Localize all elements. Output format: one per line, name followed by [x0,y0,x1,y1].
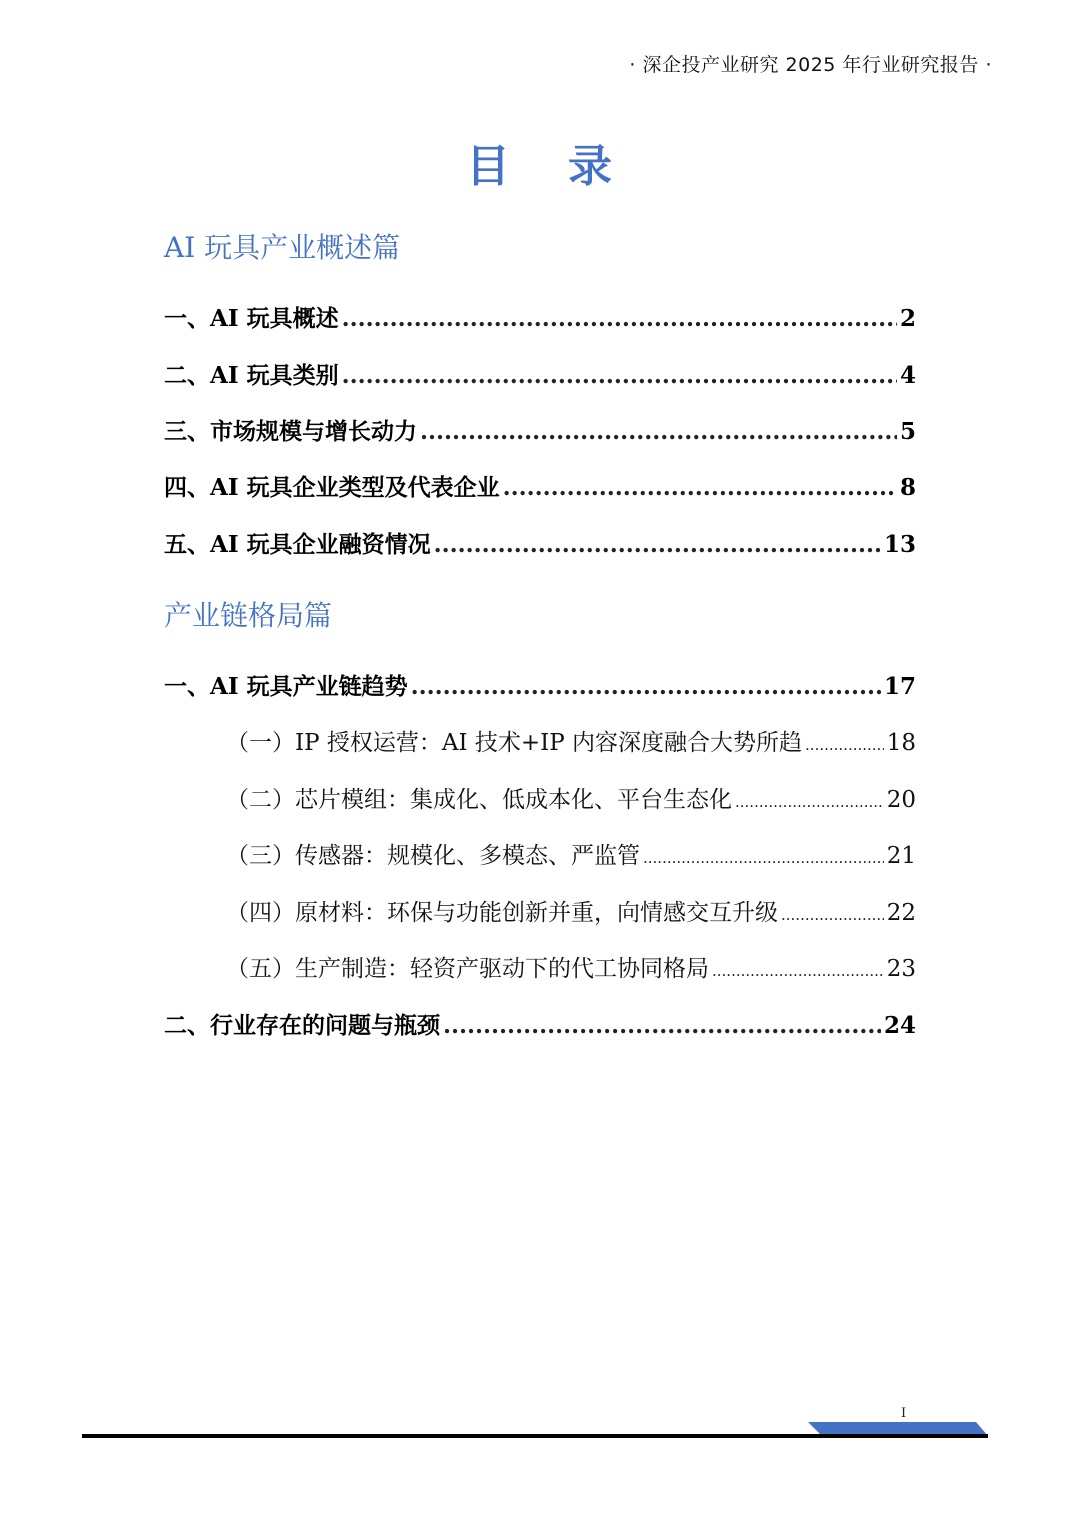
toc-dot-leader [342,362,897,389]
section-heading-industry-chain: 产业链格局篇 [164,599,333,632]
toc-dot-leader [712,962,884,980]
toc-subentry[interactable] [226,781,916,814]
toc-subentry-label: （四）原材料：环保与功能创新并重，向情感交互升级 [226,900,778,926]
toc-subentry-label: （三）传感器：规模化、多模态、严监管 [226,843,640,869]
toc-subentry[interactable] [226,837,916,870]
toc-entry-label: 二、行业存在的问题与瓶颈 [164,1012,440,1039]
toc-entry[interactable] [164,668,916,701]
toc-dot-leader [411,673,881,700]
section-heading-overview: AI 玩具产业概述篇 [164,231,401,264]
toc-subentry[interactable] [226,950,916,983]
toc-title [0,130,1080,194]
toc-entry-page: 4 [899,362,916,389]
toc-entry-label: 一、AI 玩具产业链趋势 [164,673,408,700]
toc-entry-page: 2 [899,305,916,332]
toc-subentry-page: 21 [886,843,916,869]
toc-entry[interactable] [164,1007,916,1040]
toc-entry[interactable] [164,300,916,333]
toc-entry-page: 17 [883,673,916,700]
toc-dot-leader [503,474,897,501]
toc-entry-label: 三、市场规模与增长动力 [164,418,417,445]
toc-title-char-1: 目 [466,141,512,192]
toc-entry[interactable] [164,413,916,446]
toc-subentry[interactable] [226,894,916,927]
report-header-tag: · 深企投产业研究 2025 年行业研究报告 · [629,54,992,76]
toc-dot-leader [805,736,884,754]
toc-entry[interactable] [164,526,916,559]
toc-entry-label: 二、AI 玩具类别 [164,362,339,389]
toc-subentry-label: （五）生产制造：轻资产驱动下的代工协同格局 [226,956,709,982]
toc-entry-page: 8 [899,474,916,501]
toc-entry-label: 一、AI 玩具概述 [164,305,339,332]
toc-entry[interactable] [164,357,916,390]
toc-entry[interactable] [164,469,916,502]
toc-dot-leader [735,793,884,811]
toc-subentry-page: 23 [886,956,916,982]
toc-dot-leader [420,418,897,445]
toc-dot-leader [643,849,884,867]
toc-subentry-label: （二）芯片模组：集成化、低成本化、平台生态化 [226,787,732,813]
toc-entry-page: 24 [883,1012,916,1039]
toc-dot-leader [342,305,897,332]
toc-subentry-page: 22 [886,900,916,926]
footer-page-number: I [901,1406,907,1421]
toc-title-char-2: 录 [568,141,614,192]
toc-dot-leader [781,906,884,924]
toc-dot-leader [443,1012,881,1039]
toc-subentry-page: 18 [886,730,916,756]
toc-entry-page: 5 [899,418,916,445]
toc-entry-label: 五、AI 玩具企业融资情况 [164,531,431,558]
toc-entry-page: 13 [883,531,916,558]
toc-subentry[interactable] [226,724,916,757]
toc-subentry-label: （一）IP 授权运营：AI 技术+IP 内容深度融合大势所趋 [226,730,803,756]
footer-rule [82,1434,988,1438]
toc-dot-leader [434,531,881,558]
toc-subentry-page: 20 [886,787,916,813]
toc-entry-label: 四、AI 玩具企业类型及代表企业 [164,474,500,501]
